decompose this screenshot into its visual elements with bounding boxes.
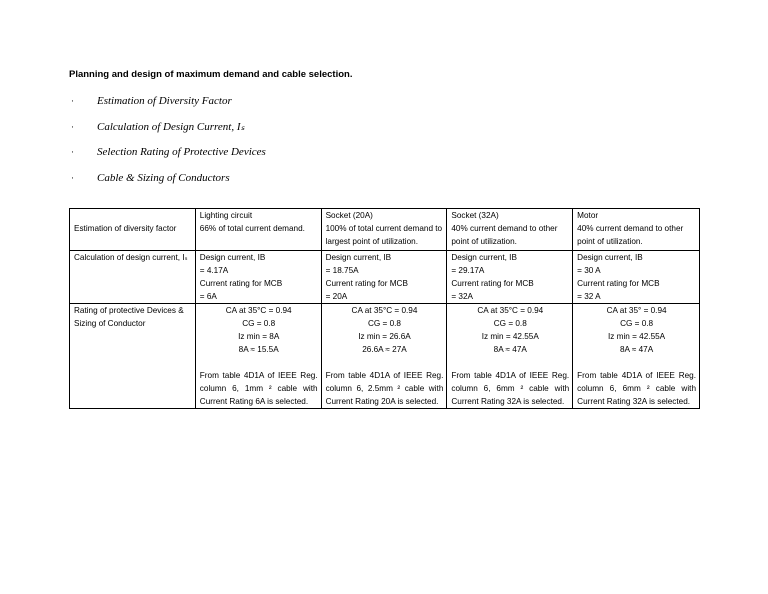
row-label-rating: Rating of protective Devices & Sizing of Conductor: [70, 304, 196, 409]
column-header: Motor: [577, 211, 599, 220]
bullet-text: Selection Rating of Protective Devices: [97, 146, 266, 158]
page-heading: Planning and design of maximum demand and cable selection.: [69, 69, 353, 80]
calc-cell: Design current, IB = 30 A Current rating for MCB = 32 A: [573, 251, 700, 304]
bullet-dot: ·: [71, 172, 74, 183]
column-cell: [573, 209, 700, 251]
rating-cell: CA at 35°C = 0.94 CG = 0.8 Iz min = 42.55A 8A ≈ 47A From table 4D1A of IEEE Reg. column 6, 6mm ² cable with Current Rating 32A is selected.: [447, 304, 573, 409]
column-header: Socket (32A): [451, 211, 499, 220]
design-table: [69, 208, 700, 409]
column-cell: [321, 209, 447, 251]
diversity-value: 100% of total current demand to largest point of utilization.: [325, 224, 443, 246]
table-row: [70, 304, 700, 409]
calc-cell: Design current, IB = 18.75A Current rating for MCB = 20A: [321, 251, 447, 304]
table-row: [70, 209, 700, 251]
bullet-text: Calculation of Design Current, Iₛ: [97, 120, 245, 133]
bullet-text: Estimation of Diversity Factor: [97, 95, 232, 107]
column-cell: [195, 209, 321, 251]
bullet-text: Cable & Sizing of Conductors: [97, 171, 230, 184]
calc-cell: Design current, IB = 29.17A Current rating for MCB = 32A: [447, 251, 573, 304]
row-label-calculation: Calculation of design current, Iₛ: [70, 251, 196, 304]
bullet-dot: ·: [71, 121, 74, 132]
column-header: Lighting circuit: [199, 211, 253, 220]
bullet-dot: ·: [71, 96, 74, 106]
column-cell: [447, 209, 573, 251]
calc-cell: Design current, IB = 4.17A Current rating for MCB = 6A: [195, 251, 321, 304]
rating-cell: CA at 35° = 0.94 CG = 0.8 Iz min = 42.55A 8A ≈ 47A From table 4D1A of IEEE Reg. column 6, 6mm ² cable with Current Rating 32A is selected.: [573, 304, 700, 409]
bullet-dot: ·: [71, 147, 74, 157]
table-row: [70, 251, 700, 304]
diversity-value: 66% of total current demand.: [199, 224, 305, 233]
diversity-value: 40% current demand to other point of utilization.: [451, 224, 558, 246]
rating-cell: CA at 35°C = 0.94 CG = 0.8 Iz min = 26.6A 26.6A ≈ 27A From table 4D1A of IEEE Reg. column 6, 2.5mm ² cable with Current Rating 20A is selected.: [321, 304, 447, 409]
row-label-diversity: Estimation of diversity factor: [70, 209, 196, 251]
rating-cell: CA at 35°C = 0.94 CG = 0.8 Iz min = 8A 8A ≈ 15.5A From table 4D1A of IEEE Reg. column 6, 1mm ² cable with Current Rating 6A is selected.: [195, 304, 321, 409]
column-header: Socket (20A): [325, 211, 373, 220]
diversity-value: 40% current demand to other point of utilization.: [577, 224, 684, 246]
